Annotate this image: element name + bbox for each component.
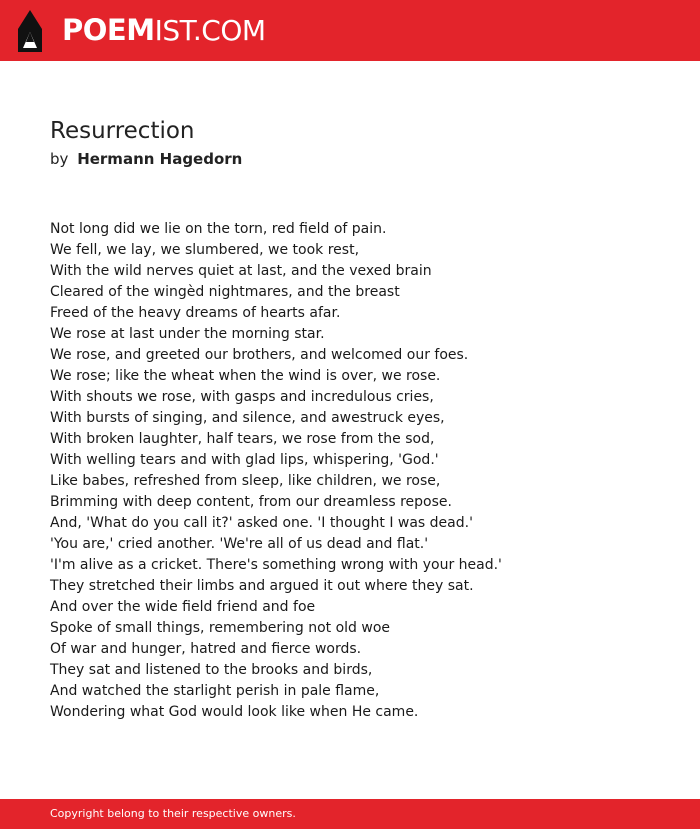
poem-line: Freed of the heavy dreams of hearts afar. <box>50 305 341 321</box>
poem-line: With welling tears and with glad lips, whispering, 'God.' <box>50 452 439 468</box>
copyright-text: Copyright belong to their respective owners. <box>50 807 296 820</box>
poem-line: 'I'm alive as a cricket. There's something wrong with your head.' <box>50 557 502 573</box>
poem-line: We rose at last under the morning star. <box>50 326 325 342</box>
poem-line: And watched the starlight perish in pale flame, <box>50 683 380 699</box>
by-label: by <box>50 150 69 168</box>
poem-line: Not long did we lie on the torn, red field of pain. <box>50 221 387 237</box>
poem-line: We rose, and greeted our brothers, and welcomed our foes. <box>50 347 469 363</box>
poem-line: They sat and listened to the brooks and birds, <box>50 662 373 678</box>
poem-line: Of war and hunger, hatred and fierce words. <box>50 641 362 657</box>
poem-line: Cleared of the wingèd nightmares, and the breast <box>50 284 400 300</box>
poem-line: And, 'What do you call it?' asked one. 'I thought I was dead.' <box>50 515 473 531</box>
poem-line: With the wild nerves quiet at last, and the vexed brain <box>50 263 432 279</box>
poem-line: We rose; like the wheat when the wind is over, we rose. <box>50 368 441 384</box>
poem-line: Spoke of small things, remembering not old woe <box>50 620 391 636</box>
poem-line: Wondering what God would look like when He came. <box>50 704 419 720</box>
poem-title: Resurrection <box>50 118 195 144</box>
poem-line: They stretched their limbs and argued it out where they sat. <box>50 578 474 594</box>
logo-text-light: IST.COM <box>154 14 266 47</box>
poem-line: Brimming with deep content, from our dreamless repose. <box>50 494 452 510</box>
poem-line: We fell, we lay, we slumbered, we took rest, <box>50 242 360 258</box>
poem-line: With bursts of singing, and silence, and awestruck eyes, <box>50 410 445 426</box>
poem-line: 'You are,' cried another. 'We're all of us dead and flat.' <box>50 536 429 552</box>
poem-line: And over the wide field friend and foe <box>50 599 316 615</box>
author-name: Hermann Hagedorn <box>77 150 243 168</box>
poem-line: With shouts we rose, with gasps and incredulous cries, <box>50 389 434 405</box>
poem-line: With broken laughter, half tears, we rose from the sod, <box>50 431 435 447</box>
poem-byline <box>50 148 242 170</box>
site-header <box>0 0 700 61</box>
pencil-logo-icon[interactable] <box>17 10 43 52</box>
poem-body <box>50 219 670 723</box>
logo-text-bold: POEM <box>62 13 155 47</box>
poem-line: Like babes, refreshed from sleep, like children, we rose, <box>50 473 441 489</box>
site-logo[interactable] <box>62 12 266 48</box>
site-footer <box>0 799 700 829</box>
